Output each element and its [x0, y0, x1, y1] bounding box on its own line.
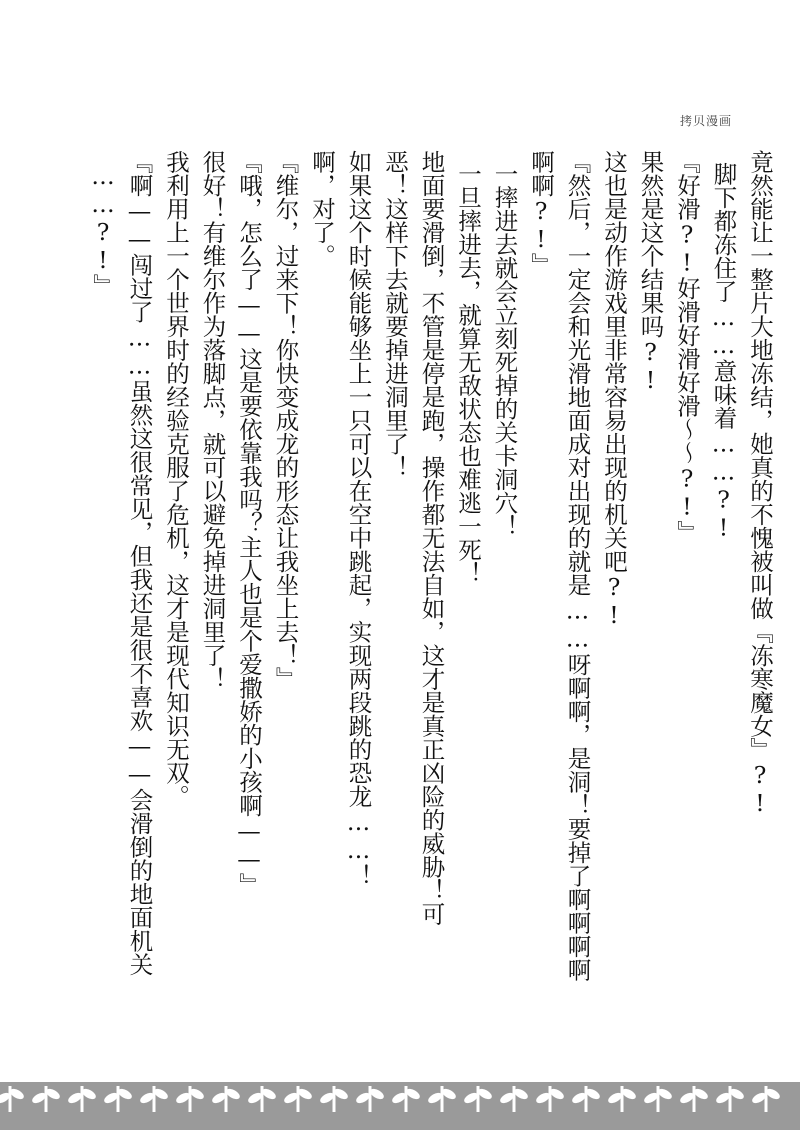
watermark: 拷贝漫画: [680, 114, 733, 128]
text-columns: [85, 150, 779, 1030]
text-column: 『啊——闯过了……虽然这很常见，但我还是很不喜欢——会滑倒的地面机关: [125, 150, 154, 976]
text-column: 『然后，一定会和光滑地面成对出现的就是……呀啊啊，是洞！要掉了啊啊啊啊: [563, 150, 592, 982]
text-column: 很好！有维尔作为落脚点，就可以避免掉进洞里了！: [198, 150, 227, 691]
text-column: 『哦，怎么了——这是要依靠我吗？主人也是个爱撒娇的小孩啊——』: [235, 150, 263, 897]
text-column: 恶！这样下去就要掉进洞里了！: [381, 150, 409, 479]
text-column: 啊啊?!』: [527, 150, 555, 277]
footer-sprout-border: [0, 1062, 800, 1130]
text-column: 『维尔，过来下！你快变成龙的形态让我坐上去！』: [271, 150, 300, 691]
text-column: 一旦摔进去，就算无敌状态也难逃一死！: [454, 161, 482, 585]
text-column: 我利用上一个世界时的经验克服了危机，这才是现代知识无双。: [162, 150, 190, 808]
text-column: 脚下都冻住了……意味着……?!: [709, 161, 738, 542]
text-column: 啊，对了。: [308, 150, 336, 268]
text-column: 一摔进去就会立刻死掉的关卡洞穴！: [490, 161, 519, 538]
text-column: 竟然能让一整片大地冻结，她真的不愧被叫做『冻寒魔女』?!: [746, 150, 774, 817]
text-column: ……?!』: [89, 161, 117, 298]
text-column: 地面要滑倒，不管是停是跑，操作都无法自如，这才是真正凶险的威胁！可: [417, 150, 446, 926]
text-column: 果然是这个结果吗?!: [636, 150, 665, 394]
text-column: 这也是动作游戏里非常容易出现的机关吧?!: [600, 150, 628, 629]
text-column: 『好滑?!好滑好滑好滑～～?!』: [673, 150, 701, 544]
text-column: 如果这个时候能够坐上一只可以在空中跳起，实现两段跳的恐龙……！: [344, 150, 373, 888]
